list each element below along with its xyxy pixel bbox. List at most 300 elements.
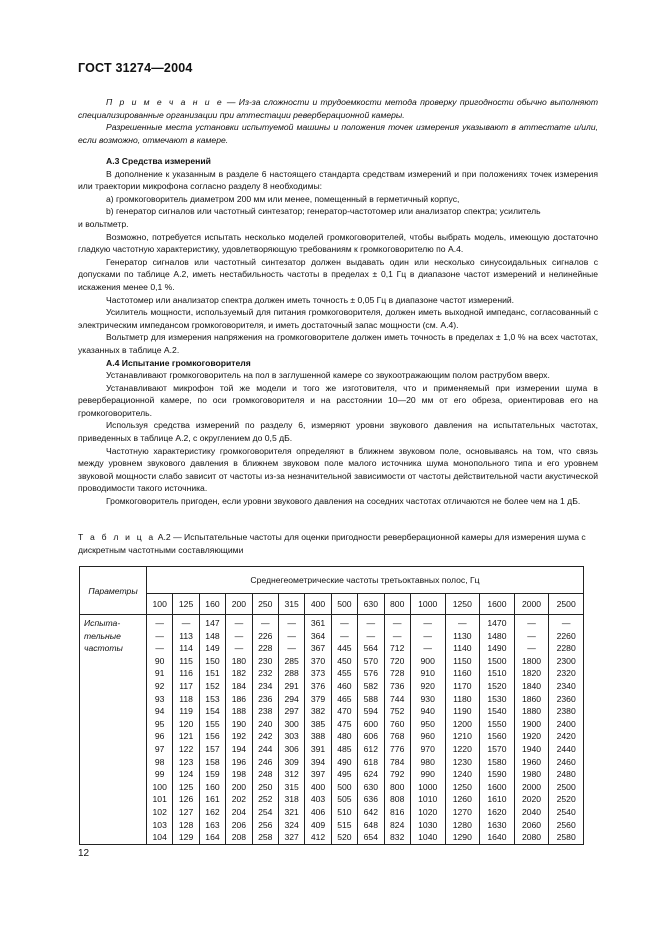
table-cell: 309: [284, 756, 299, 767]
table-cell: 2420: [556, 731, 576, 742]
table-cell: 1590: [487, 769, 507, 780]
table-cell: 200: [231, 781, 247, 792]
table-cell: 1860: [521, 693, 542, 704]
table-cell: 258: [258, 832, 273, 843]
table-cell: 1940: [521, 743, 542, 754]
table-cell: 90: [154, 655, 165, 666]
table-cell: 303: [284, 731, 299, 742]
table-cell: —: [155, 643, 164, 654]
table-cell: 96: [154, 731, 165, 742]
table-cell: 768: [390, 731, 405, 742]
table-cell: 980: [420, 756, 435, 767]
table-cell: 588: [363, 693, 378, 704]
table-cell: 816: [390, 806, 405, 817]
table-cell: 103: [152, 819, 167, 830]
table-cell: 250: [258, 781, 273, 792]
table-cell: —: [181, 618, 191, 628]
table-cell: 900: [420, 655, 435, 666]
table-cell: 624: [363, 769, 378, 780]
table-cell: 1130: [453, 630, 472, 641]
table-cell: 101: [152, 794, 167, 805]
table-cell: 198: [231, 769, 247, 780]
column-header: 125: [173, 594, 199, 615]
table-cell: 2080: [521, 832, 542, 843]
paragraph: Возможно, потребуется испытать несколько моделей громкоговорителей, чтобы выбрать модель, имеющую достаточно гладкую частотную характеристику, удовлетворяющую требованиям к громкоговорителю по А.4.: [78, 231, 598, 255]
table-cell: 104: [152, 832, 167, 843]
table-cell: 776: [390, 743, 405, 754]
table-cell: 2400: [556, 718, 576, 729]
column-header: 2500: [549, 594, 584, 615]
column-header: 2000: [514, 594, 549, 615]
section-a4-heading: А.4 Испытание громкоговорителя: [106, 357, 251, 368]
table-cell: 102: [152, 806, 167, 817]
table-cell-column: [445, 615, 480, 845]
table-cell: 153: [205, 693, 220, 704]
table-cell: 1470: [487, 618, 507, 628]
table-cell: 119: [179, 706, 193, 717]
table-cell: 252: [258, 794, 273, 805]
table-cell: 403: [310, 794, 326, 805]
table-cell: 600: [363, 718, 378, 729]
table-cell: 1030: [418, 819, 438, 830]
table-cell: 1270: [452, 806, 472, 817]
table-caption-label: Т а б л и ц а: [78, 532, 156, 542]
table-cell: 129: [178, 832, 194, 843]
table-cell: 152: [205, 680, 220, 691]
table-cell: 204: [231, 806, 247, 817]
table-cell: 712: [390, 643, 405, 654]
page-number: 12: [78, 848, 90, 859]
table-cell: 208: [231, 832, 247, 843]
table-cell: 157: [205, 743, 220, 754]
table-cell: 127: [178, 806, 194, 817]
table-cell: 636: [363, 794, 378, 805]
table-caption: [78, 531, 598, 556]
table-cell: 244: [258, 743, 273, 754]
table-cell: 1170: [453, 680, 472, 691]
table-cell: 228: [258, 643, 273, 654]
table-cell: 910: [420, 668, 435, 679]
table-cell: 2380: [556, 706, 576, 717]
table-cell: 960: [420, 731, 435, 742]
table-cell: 184: [231, 680, 247, 691]
note-paragraph: [78, 96, 598, 121]
table-cell: 1250: [452, 781, 472, 792]
table-cell: 306: [284, 743, 299, 754]
table-cell: 125: [178, 781, 194, 792]
table-cell: 1140: [453, 643, 472, 654]
frequency-table: [79, 566, 584, 845]
table-cell: 113: [179, 630, 193, 641]
table-cell: 2440: [556, 743, 576, 754]
table-cell: 406: [310, 806, 326, 817]
column-header: 200: [226, 594, 252, 615]
table-cell: 1490: [487, 643, 507, 654]
table-cell: 1290: [452, 832, 472, 843]
table-cell: 564: [363, 643, 378, 654]
table-cell: 2020: [521, 794, 542, 805]
table-cell: 784: [390, 756, 405, 767]
table-cell-column: [252, 615, 278, 845]
table-cell: 1000: [418, 781, 438, 792]
page-header: ГОСТ 31274—2004: [78, 61, 193, 75]
table-cell: 1920: [521, 731, 542, 742]
table-cell: 232: [258, 668, 273, 679]
table-cell: 1560: [487, 731, 507, 742]
table-cell: —: [423, 643, 432, 654]
table-cell: 246: [258, 756, 273, 767]
table-cell: 162: [205, 806, 220, 817]
note-label: П р и м е ч а н и е: [106, 97, 224, 107]
column-header: 315: [278, 594, 304, 615]
table-cell: 920: [420, 680, 435, 691]
table-cell: —: [458, 618, 467, 628]
table-cell: —: [366, 630, 376, 641]
table-cell: 318: [284, 794, 299, 805]
table-cell: 1880: [521, 706, 542, 717]
table-cell: 361: [310, 618, 326, 628]
table-cell: 367: [310, 643, 326, 654]
table-cell: 160: [205, 781, 220, 792]
section-a3-heading: А.3 Средства измерений: [106, 156, 211, 166]
table-cell: 147: [205, 618, 220, 628]
table-cell: 576: [363, 668, 378, 679]
table-cell: 460: [337, 680, 352, 691]
table-cell: 490: [337, 756, 352, 767]
column-header: 400: [305, 594, 331, 615]
table-cell: 186: [231, 693, 247, 704]
param-header: Параметры: [80, 567, 147, 615]
table-cell: 91: [154, 668, 165, 679]
table-cell: 1840: [521, 680, 542, 691]
table-cell: 226: [258, 630, 273, 641]
table-cell: 294: [284, 693, 299, 704]
table-cell: 752: [390, 706, 405, 717]
table-cell: 158: [205, 756, 220, 767]
table-cell: 397: [310, 769, 326, 780]
table-cell: 1040: [418, 832, 438, 843]
table-cell-column: [384, 615, 410, 845]
paragraph: Усилитель мощности, используемый для питания громкоговорителя, должен иметь выходной импеданс, согласованный с электрическим импедансом громкоговорителя, и иметь достаточный запас мощности (см. А.4).: [78, 307, 598, 330]
table-cell: 450: [337, 655, 352, 666]
table-cell: 1610: [487, 794, 507, 805]
table-cell: 582: [363, 680, 378, 691]
table-cell: 2280: [556, 643, 576, 654]
table-cell: 123: [178, 756, 194, 767]
table-cell: 370: [310, 655, 326, 666]
table-cell: 382: [310, 706, 326, 717]
table-cell: 808: [390, 794, 405, 805]
table-cell: 2260: [556, 630, 576, 641]
table-cell-column: [199, 615, 225, 845]
table-cell: 1210: [452, 731, 472, 742]
paragraph: Устанавливают микрофон той же модели и того же изготовителя, что и применяемый при измерении шума в реверберационной камере, по оси громкоговорителя и на расстоянии 10—20 мм от его обреза, ориентировав его на громкоговоритель.: [78, 382, 598, 418]
table-cell: 744: [390, 693, 405, 704]
table-cell: 1580: [487, 756, 507, 767]
table-cell: 2520: [556, 794, 576, 805]
table-cell: 161: [205, 794, 220, 805]
column-header: 630: [358, 594, 384, 615]
table-cell-column: [147, 615, 173, 845]
table-cell-column: [331, 615, 357, 845]
table-cell: 1530: [487, 693, 507, 704]
table-cell: 118: [179, 693, 193, 704]
table-cell: 606: [363, 731, 378, 742]
table-cell: 312: [284, 769, 299, 780]
column-header: 800: [384, 594, 410, 615]
table-cell: —: [287, 643, 296, 654]
paragraph: Генератор сигналов или частотный синтезатор должен выдавать один или несколько синусоидальных сигналов с допусками по таблице А.2, иметь нестабильность частоты в пределах ± 0,1 Гц в диапазоне частот измерений и нелинейные искажения менее 0,1 %.: [78, 256, 598, 292]
table-cell: 234: [258, 680, 273, 691]
column-header: 1600: [480, 594, 515, 615]
list-item-b: b) генератор сигналов или частотный синтезатор; генератор-частотомер или анализатор спектра; усилитель: [106, 206, 541, 217]
column-header: 1000: [410, 594, 445, 615]
paragraph: Частотную характеристику громкоговорителя определяют в ближнем звуковом поле, основываясь на том, что связь между уровнем звукового давления в ближнем звуковом поле малого источника шума монопольного типа и его уровнем звуковой мощности слабо зависит от частоты из-за незначительной зависимости от частоты действительной части акустической проводимости такого источника.: [78, 445, 598, 494]
table-cell: 291: [284, 680, 299, 691]
table-cell: 120: [178, 718, 194, 729]
table-cell: —: [366, 618, 376, 628]
table-cell: 720: [390, 655, 405, 666]
table-cell: 1240: [452, 769, 472, 780]
table-cell-column: [480, 615, 515, 845]
table-cell: 1620: [487, 806, 507, 817]
table-cell: 379: [310, 693, 326, 704]
table-cell: —: [287, 618, 296, 628]
table-cell: 618: [363, 756, 378, 767]
table-cell: —: [392, 618, 402, 628]
table-cell: —: [423, 618, 432, 628]
table-cell: 124: [178, 769, 194, 780]
table-cell: 1600: [487, 781, 507, 792]
paragraph: Громкоговоритель пригоден, если уровни звукового давления на соседних частотах отличаются не более чем на 1 дБ.: [106, 496, 581, 507]
table-cell: 1150: [453, 655, 472, 666]
table-cell: 155: [205, 718, 220, 729]
table-cell: 990: [420, 769, 435, 780]
table-cell: 1570: [487, 743, 507, 754]
table-cell: 122: [178, 743, 194, 754]
table-cell: 128: [178, 819, 194, 830]
table-cell: 180: [231, 655, 247, 666]
table-cell: 475: [337, 718, 352, 729]
table-cell: 400: [310, 781, 326, 792]
table-cell: 126: [178, 794, 194, 805]
table-cell: 230: [258, 655, 273, 666]
note-block: [78, 96, 598, 146]
table-cell: 1520: [487, 680, 507, 691]
table-cell: 163: [205, 819, 220, 830]
table-cell: 1230: [452, 756, 472, 767]
table-cell: 950: [420, 718, 435, 729]
table-cell: 1480: [487, 630, 507, 641]
table-cell: 97: [154, 743, 165, 754]
table-cell: 394: [310, 756, 326, 767]
table-cell: 642: [363, 806, 378, 817]
table-cell: 1640: [487, 832, 507, 843]
table-cell: 1500: [487, 655, 507, 666]
table-cell: 2320: [556, 668, 576, 679]
table-cell: —: [260, 618, 270, 628]
table-cell: 202: [231, 794, 247, 805]
column-header-row: [80, 594, 584, 615]
table-cell-column: [549, 615, 584, 845]
table-cell-column: [358, 615, 384, 845]
table-cell: 1020: [418, 806, 438, 817]
table-row: [80, 615, 584, 845]
table-cell: 505: [337, 794, 352, 805]
table-cell: 117: [179, 680, 193, 691]
table-cell: —: [234, 618, 244, 628]
table-cell: 115: [179, 655, 193, 666]
column-header: 500: [331, 594, 357, 615]
table-cell: 93: [154, 693, 165, 704]
table-cell: 95: [154, 718, 165, 729]
paragraph: Устанавливают громкоговоритель на пол в заглушенной камере со звукоотражающим полом раструбом вверх.: [106, 370, 550, 381]
table-cell: 409: [310, 819, 326, 830]
table-cell: 194: [231, 743, 247, 754]
table-cell: 1510: [487, 668, 507, 679]
table-cell: —: [527, 643, 536, 654]
table-cell: 100: [152, 781, 167, 792]
table-cell: 98: [154, 756, 165, 767]
table-cell: 242: [258, 731, 273, 742]
table-cell-column: [410, 615, 445, 845]
table-cell: —: [392, 630, 402, 641]
table-cell: 1220: [452, 743, 472, 754]
table-cell: 1550: [487, 718, 507, 729]
table-cell: 2560: [556, 819, 576, 830]
table-cell: 240: [258, 718, 273, 729]
table-cell: 412: [310, 832, 326, 843]
table-cell: 121: [178, 731, 194, 742]
table-cell: 1260: [452, 794, 472, 805]
table-cell: 236: [258, 693, 273, 704]
table-cell: 238: [258, 706, 273, 717]
table-cell: —: [561, 618, 571, 628]
paragraph: В дополнение к указанным в разделе 6 настоящего стандарта средствам измерений и при положениях точек измерения или траектории микрофона согласно разделу 8 необходимы:: [78, 168, 598, 192]
table-cell: 149: [205, 643, 220, 654]
table-cell: 285: [284, 655, 299, 666]
table-cell: 1960: [521, 756, 542, 767]
table-cell: 930: [420, 693, 435, 704]
paragraph: Используя средства измерений по разделу 6, измеряют уровни звукового давления на испытательных частотах, приведенных в таблице А.2, с округлением до 0,5 дБ.: [78, 420, 598, 444]
row-label: Испытательные частоты: [80, 615, 147, 845]
column-header: 250: [252, 594, 278, 615]
table-cell: 1820: [521, 668, 542, 679]
table-cell: 495: [337, 769, 352, 780]
table-cell: —: [340, 630, 349, 641]
table-cell: 520: [337, 832, 352, 843]
table-cell: 327: [284, 832, 299, 843]
column-header: 1250: [445, 594, 480, 615]
table-cell: 248: [258, 769, 273, 780]
table-cell: 164: [205, 832, 220, 843]
table-cell: 288: [284, 668, 299, 679]
table-cell: 2540: [556, 806, 576, 817]
column-header: 160: [199, 594, 225, 615]
table-cell: 315: [284, 781, 299, 792]
table-cell: 2480: [556, 769, 576, 780]
table-cell: 760: [390, 718, 405, 729]
table-cell: 485: [337, 743, 352, 754]
paragraph: Вольтметр для измерения напряжения на громкоговорителе должен иметь точность в пределах ± 1,0 % на всех частотах, указанных в таблице А.2.: [78, 332, 598, 355]
table-cell: 154: [205, 706, 220, 717]
table-cell: 114: [179, 643, 193, 654]
table-cell: 92: [154, 680, 165, 691]
table-cell: 515: [337, 819, 352, 830]
table-cell: 1280: [452, 819, 472, 830]
table-cell: 1800: [521, 655, 542, 666]
group-header: Среднегеометрические частоты третьоктавных полос, Гц: [147, 567, 584, 594]
table-cell: 1980: [521, 769, 542, 780]
table-cell: 2580: [556, 832, 576, 843]
table-cell: 736: [390, 680, 405, 691]
paragraph: Частотомер или анализатор спектра должен иметь точность ± 0,05 Гц в диапазоне частот измерений.: [106, 294, 515, 305]
table-cell: 190: [231, 718, 247, 729]
table-cell: 156: [205, 731, 220, 742]
table-cell: 1010: [418, 794, 438, 805]
table-cell: 1540: [487, 706, 507, 717]
table-cell: 1900: [521, 718, 542, 729]
table-cell: 182: [231, 668, 247, 679]
table-cell: 151: [205, 668, 220, 679]
table-cell-column: [226, 615, 252, 845]
table-cell: 2300: [556, 655, 576, 666]
table-cell: 2460: [556, 756, 576, 767]
table-cell: 256: [258, 819, 273, 830]
table-cell: —: [527, 630, 536, 641]
table-cell: 188: [231, 706, 247, 717]
table-cell: 612: [363, 743, 378, 754]
note-text-1: — Из-за сложности и трудоемкости метода проверку пригодности обычно выполняют специализированные организации при аттестации реверберационной камеры.: [78, 97, 598, 120]
list-item-a: а) громкоговоритель диаметром 200 мм или менее, помещенный в герметичный корпус,: [106, 193, 460, 204]
table-cell: —: [527, 618, 536, 628]
table-cell-column: [305, 615, 331, 845]
table-cell: 630: [363, 781, 378, 792]
list-item-b-cont: и вольтметр.: [78, 218, 129, 229]
table-cell: 94: [154, 706, 165, 717]
table-cell: 206: [231, 819, 247, 830]
table-cell: 1200: [452, 718, 472, 729]
table-cell: 792: [390, 769, 405, 780]
table-cell: —: [340, 618, 349, 628]
table-cell-column: [173, 615, 199, 845]
table-cell: 455: [337, 668, 352, 679]
table-cell: 196: [231, 756, 247, 767]
table-cell: 1190: [453, 706, 472, 717]
table-cell: 2360: [556, 693, 576, 704]
table-cell: 465: [337, 693, 352, 704]
table-cell: 470: [337, 706, 352, 717]
table-cell: 385: [310, 718, 326, 729]
section-a3: [78, 155, 598, 508]
table-cell: 480: [337, 731, 352, 742]
table-cell: 1180: [453, 693, 472, 704]
table-cell: 445: [337, 643, 352, 654]
table-cell: —: [234, 643, 244, 654]
table-cell: 570: [363, 655, 378, 666]
table-cell: 321: [284, 806, 299, 817]
table-cell: 2000: [521, 781, 542, 792]
table-cell: 376: [310, 680, 326, 691]
table-cell: 116: [179, 668, 193, 679]
note-paragraph-2: Разрешенные места установки испытуемой машины и положения точек измерения указывают в аттестате и/или, если возможно, отмечают в камере.: [78, 122, 598, 145]
table-cell: 824: [390, 819, 405, 830]
table-cell: 254: [258, 806, 273, 817]
table-cell: 1630: [487, 819, 507, 830]
table-cell: 970: [420, 743, 435, 754]
table-cell: 388: [310, 731, 326, 742]
table-cell: 728: [390, 668, 405, 679]
